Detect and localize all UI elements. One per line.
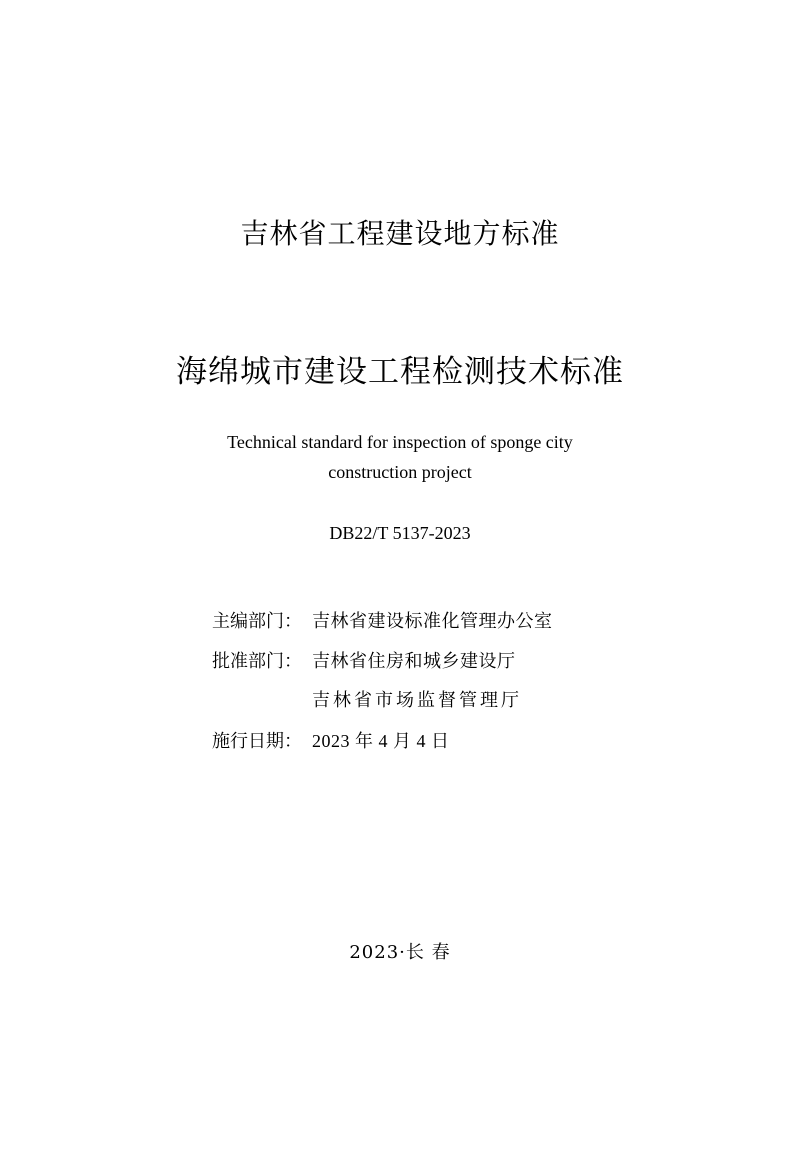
effective-date-row — [212, 727, 450, 755]
effective-date-label: 施行日期： — [212, 731, 302, 752]
english-title-line-1: Technical standard for inspection of sponge city — [227, 432, 573, 452]
approver-value-2: 吉林省市场监督管理厅 — [312, 690, 522, 711]
editor-row — [212, 608, 553, 636]
approver-row-2 — [212, 687, 522, 715]
standard-code: DB22/T 5137-2023 — [329, 523, 471, 543]
effective-date-value: 2023 年 4 月 4 日 — [312, 731, 450, 751]
series-title: 吉林省工程建设地方标准 — [240, 217, 560, 250]
editor-value: 吉林省建设标准化管理办公室 — [312, 611, 553, 632]
publication-year-place: 2023·长 春 — [349, 942, 451, 963]
english-title-line-2: construction project — [328, 462, 472, 482]
approver-row — [212, 648, 516, 676]
editor-label: 主编部门： — [212, 611, 302, 632]
approver-value-1: 吉林省住房和城乡建设厅 — [312, 651, 516, 672]
approver-label: 批准部门： — [212, 651, 302, 672]
main-title: 海绵城市建设工程检测技术标准 — [176, 354, 624, 390]
